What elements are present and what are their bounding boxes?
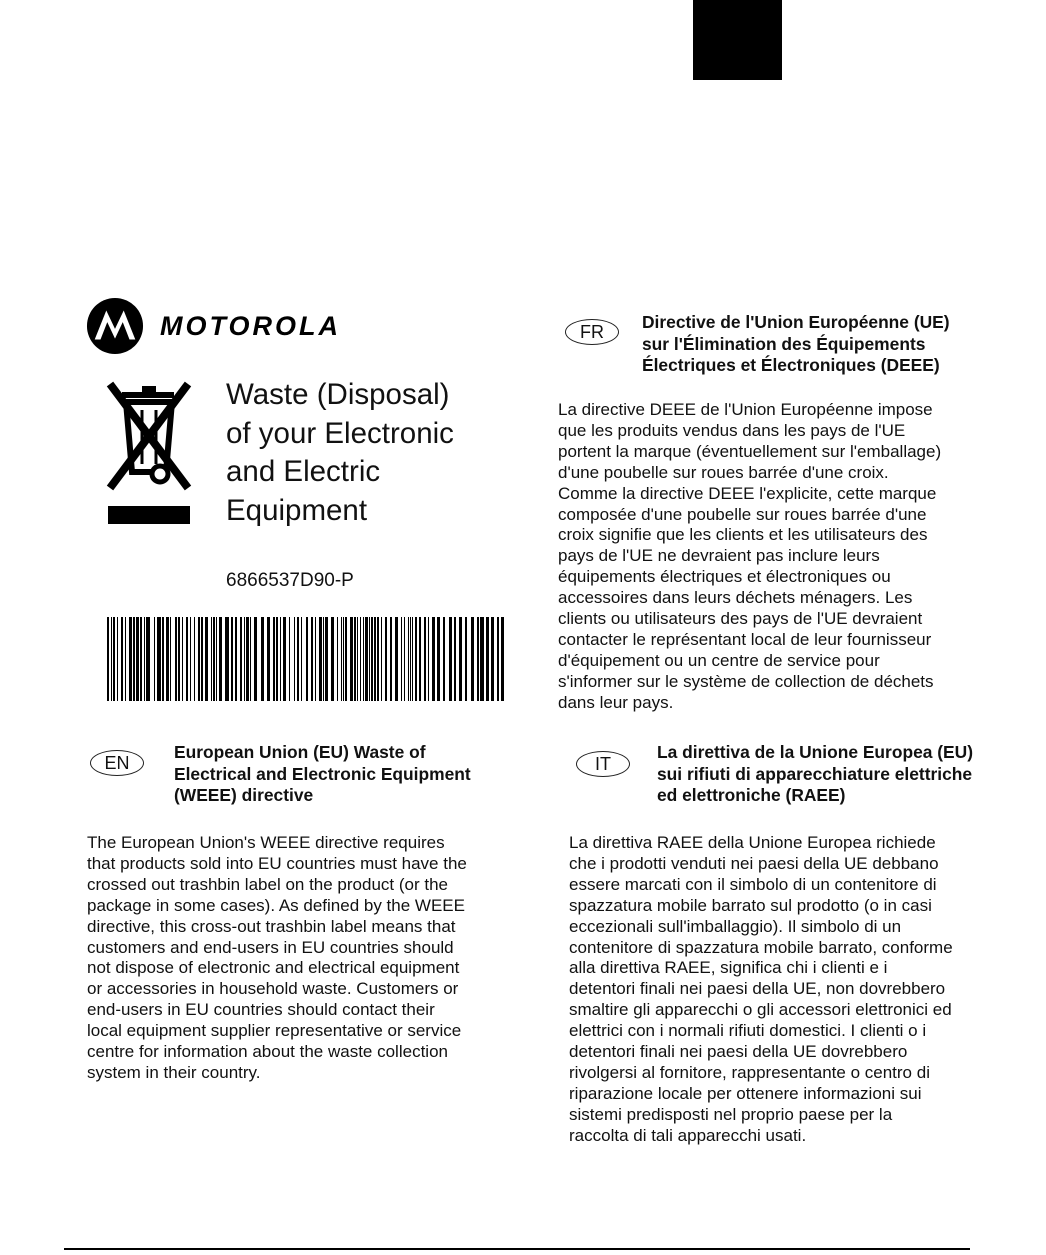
barcode-icon (107, 617, 505, 701)
crossed-out-wheelie-bin-icon (106, 380, 196, 528)
lang-badge-fr: FR (565, 319, 619, 345)
part-number: 6866537D90-P (226, 570, 354, 591)
title-line: Waste (Disposal) (226, 378, 450, 411)
title-line: and Electric (226, 455, 381, 488)
it-heading (657, 742, 1037, 807)
en-heading (174, 742, 534, 807)
en-body: The European Union's WEEE directive requires that products sold into EU countries must have the crossed out trashbin label on the product (or the package in some cases). As defined by the WEEE directive, this cross-out trashbin label means that customers and end-users in EU countries should not dispose of electronic and electrical equipment or accessories in household waste. Customers or end-users in EU countries should contact their local equipment supplier representative or service centre for information about the waste collection system in their country. (87, 833, 467, 1082)
heading-line: ed elettroniche (RAEE) (657, 785, 846, 805)
heading-line: European Union (EU) Waste of (174, 742, 426, 762)
title-line: of your Electronic (226, 416, 454, 450)
it-body: La direttiva RAEE della Unione Europea richiede che i prodotti venduti nei paesi della UE debbano essere marcati con il simbolo di un contenitore di spazzatura mobile barrato sul prodotto (o in casi eccezionali sull'imballaggio). Il simbolo di un contenitore di spazzatura mobile barrato, conforme alla direttiva RAEE, significa chi i clienti e i detentori finali nei paesi della UE, non dovrebbero smaltire gli apparecchi o gli accessori elettronici ed elettrici con i normali rifiuti domestici. I clienti o i detentori finali nei paesi della UE dovrebbero rivolgersi al fornitore, rappresentante o centro di riparazione locale per ottenere informazioni sui sistemi predisposti nel proprio paese per la raccolta di tali apparecchi usati. (569, 833, 953, 1145)
footer-rule (64, 1248, 970, 1250)
page-tab-marker (693, 0, 782, 80)
heading-line: La direttiva de la Unione Europea (EU) (657, 742, 973, 762)
motorola-batwing-icon (86, 297, 144, 355)
label-title (226, 376, 526, 530)
lang-badge-en: EN (90, 750, 144, 776)
heading-line: Électriques et Électroniques (DEEE) (642, 355, 940, 375)
lang-badge-it: IT (576, 751, 630, 777)
heading-line: Directive de l'Union Européenne (UE) (642, 312, 950, 332)
heading-line: sur l'Élimination des Équipements (642, 333, 926, 354)
fr-heading (642, 312, 1002, 377)
heading-line: Electrical and Electronic Equipment (174, 763, 471, 784)
brand-name: MOTOROLA (160, 310, 341, 341)
title-line: Equipment (226, 493, 368, 527)
heading-line: (WEEE) directive (174, 785, 314, 805)
heading-line: sui rifiuti di apparecchiature elettriche (657, 763, 973, 784)
fr-body: La directive DEEE de l'Union Européenne impose que les produits vendus dans les pays de l'UE portent la marque (éventuellement sur l'emballage) d'une poubelle sur roues barrée d'une croix. Comme la directive DEEE l'explicite, cette marque composée d'une poubelle sur roues barrée d'une croix signifie que les clients et les utilisateurs des pays de l'UE ne devraient pas inclure leurs équipements électriques et électroniques ou accessoires dans leurs déchets ménagers. Les clients ou utilisateurs des pays de l'UE devraient contacter le représentant local de leur fournisseur d'équipement ou un centre de service pour s'informer sur le système de collection de déchets dans leur pays. (558, 400, 942, 712)
brand-logo (86, 296, 341, 356)
